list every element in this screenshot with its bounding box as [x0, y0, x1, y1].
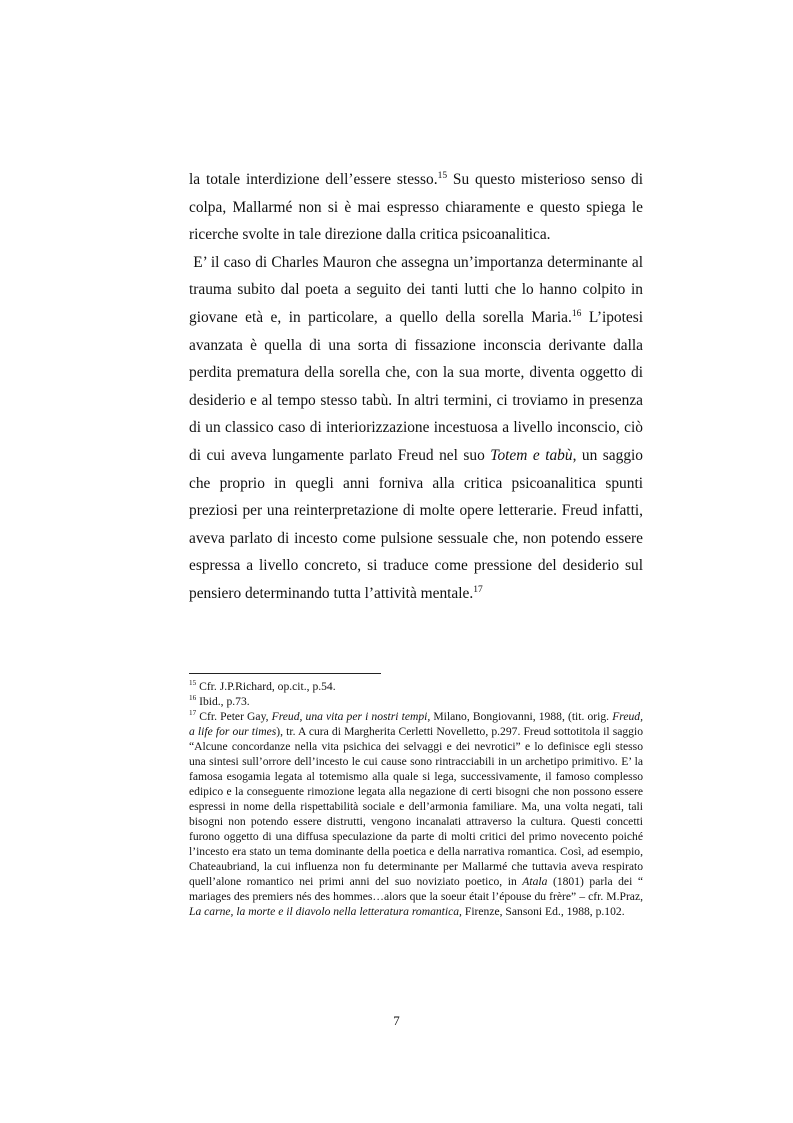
paragraph-2: [189, 249, 643, 608]
footnote-text: Cfr. Peter Gay,: [196, 710, 272, 723]
paragraph-text: E’ il caso di Charles Mauron che assegna un’importanza determinante al trauma subito dal poeta a seguito dei tanti lutti che lo hanno colpito in giovane età e, in particolare, a quello della sorella Maria.: [189, 253, 643, 326]
footnote-number: 15: [189, 679, 197, 688]
footnote-17: [189, 709, 643, 919]
paragraph-1: [189, 166, 643, 249]
footnote-text: Milano, Bongiovanni, 1988, (tit. orig.: [430, 710, 613, 723]
italic-title: Totem e tabù: [490, 446, 573, 464]
footnote-ref-17[interactable]: 17: [473, 583, 483, 595]
footnote-text: Cfr. J.P.Richard, op.cit., p.54.: [196, 680, 336, 693]
footnote-separator: [189, 673, 381, 674]
paragraph-text: la totale interdizione dell’essere stesso.: [189, 171, 438, 188]
footnote-15: [189, 679, 643, 694]
footnote-ref-15[interactable]: 15: [437, 169, 448, 181]
paragraph-text: , un saggio che proprio in quegli anni forniva alla critica psicoanalitica spunti preziosi per una reinterpretazione di molte opere letterarie. Freud infatti, aveva parlato di incesto come pulsione sessuale che, non potendo essere espressa a livello concreto, si traduce come pressione del desiderio sul pensiero determinando tutta l’attività mentale.: [189, 446, 643, 602]
footnote-italic: Freud, a life for our times: [189, 710, 643, 738]
paragraph-text: Su questo misterioso senso di colpa, Mallarmé non si è mai espresso chiaramente e questo spiega le ricerche svolte in tale direzione dalla critica psicoanalitica.: [189, 171, 643, 244]
footnote-italic: Freud, una vita per i nostri tempi,: [271, 710, 431, 723]
footnote-text: ), tr. A cura di Margherita Cerletti Novelletto, p.297. Freud sottotitola il saggio “Alcune concordanze nella vita psichica dei selvaggi e dei nevrotici” e lo definisce egli stesso una sintesi sull’orrore dell’incesto le cui cause sono rintracciabili in un archetipo primitivo. E’ la famosa esogamia legata al totemismo alla quale si lega, successivamente, il famoso complesso edipico e la conseguente rimozione legata alla negazione di certi bisogni che non possono essere espressi in nome della rispettabilità sociale e dell’armonia familiare. Ma, una volta negati, tali bisogni non potendo essere distrutti, vengono incanalati attraverso la cultura. Questi concetti furono oggetto di una diffusa speculazione da parte di molti critici del primo novecento poiché l’incesto era stato un tema dominante della poetica e della narrativa romantica. Così, ad esempio, Chateaubriand, la cui influenza non fu determinante per Mallarmé che tuttavia aveva respirato quell’alone romantico nei primi anni del suo noviziato poetico, in: [189, 725, 644, 888]
footnote-text: Ibid., p.73.: [196, 695, 250, 708]
footnote-text: Firenze, Sansoni Ed., 1988, p.102.: [461, 905, 625, 918]
paragraph-text: L’ipotesi avanzata è quella di una sorta di fissazione inconscia derivante dalla perdita prematura della sorella che, con la sua morte, diventa oggetto di desiderio e al tempo stesso tabù. In altri termini, ci troviamo in presenza di un classico caso di interiorizzazione incestuosa a livello inconscio, ciò di cui aveva lungamente parlato Freud nel suo: [189, 308, 643, 464]
page-number: 7: [393, 1013, 400, 1028]
footnote-text: (1801) parla dei “ mariages des premiers nés des hommes…alors que la soeur était l’épouse du frère” – cfr. M.Praz,: [189, 875, 643, 903]
footnote-number: 16: [189, 694, 197, 703]
footnote-number: 17: [189, 709, 197, 718]
footnotes: [189, 679, 643, 919]
main-text: [189, 166, 643, 608]
footnote-ref-16[interactable]: 16: [571, 307, 582, 319]
footnote-italic: La carne, la morte e il diavolo nella letteratura romantica,: [189, 905, 462, 918]
footnote-italic: Atala: [522, 875, 548, 888]
footnote-16: [189, 694, 643, 709]
